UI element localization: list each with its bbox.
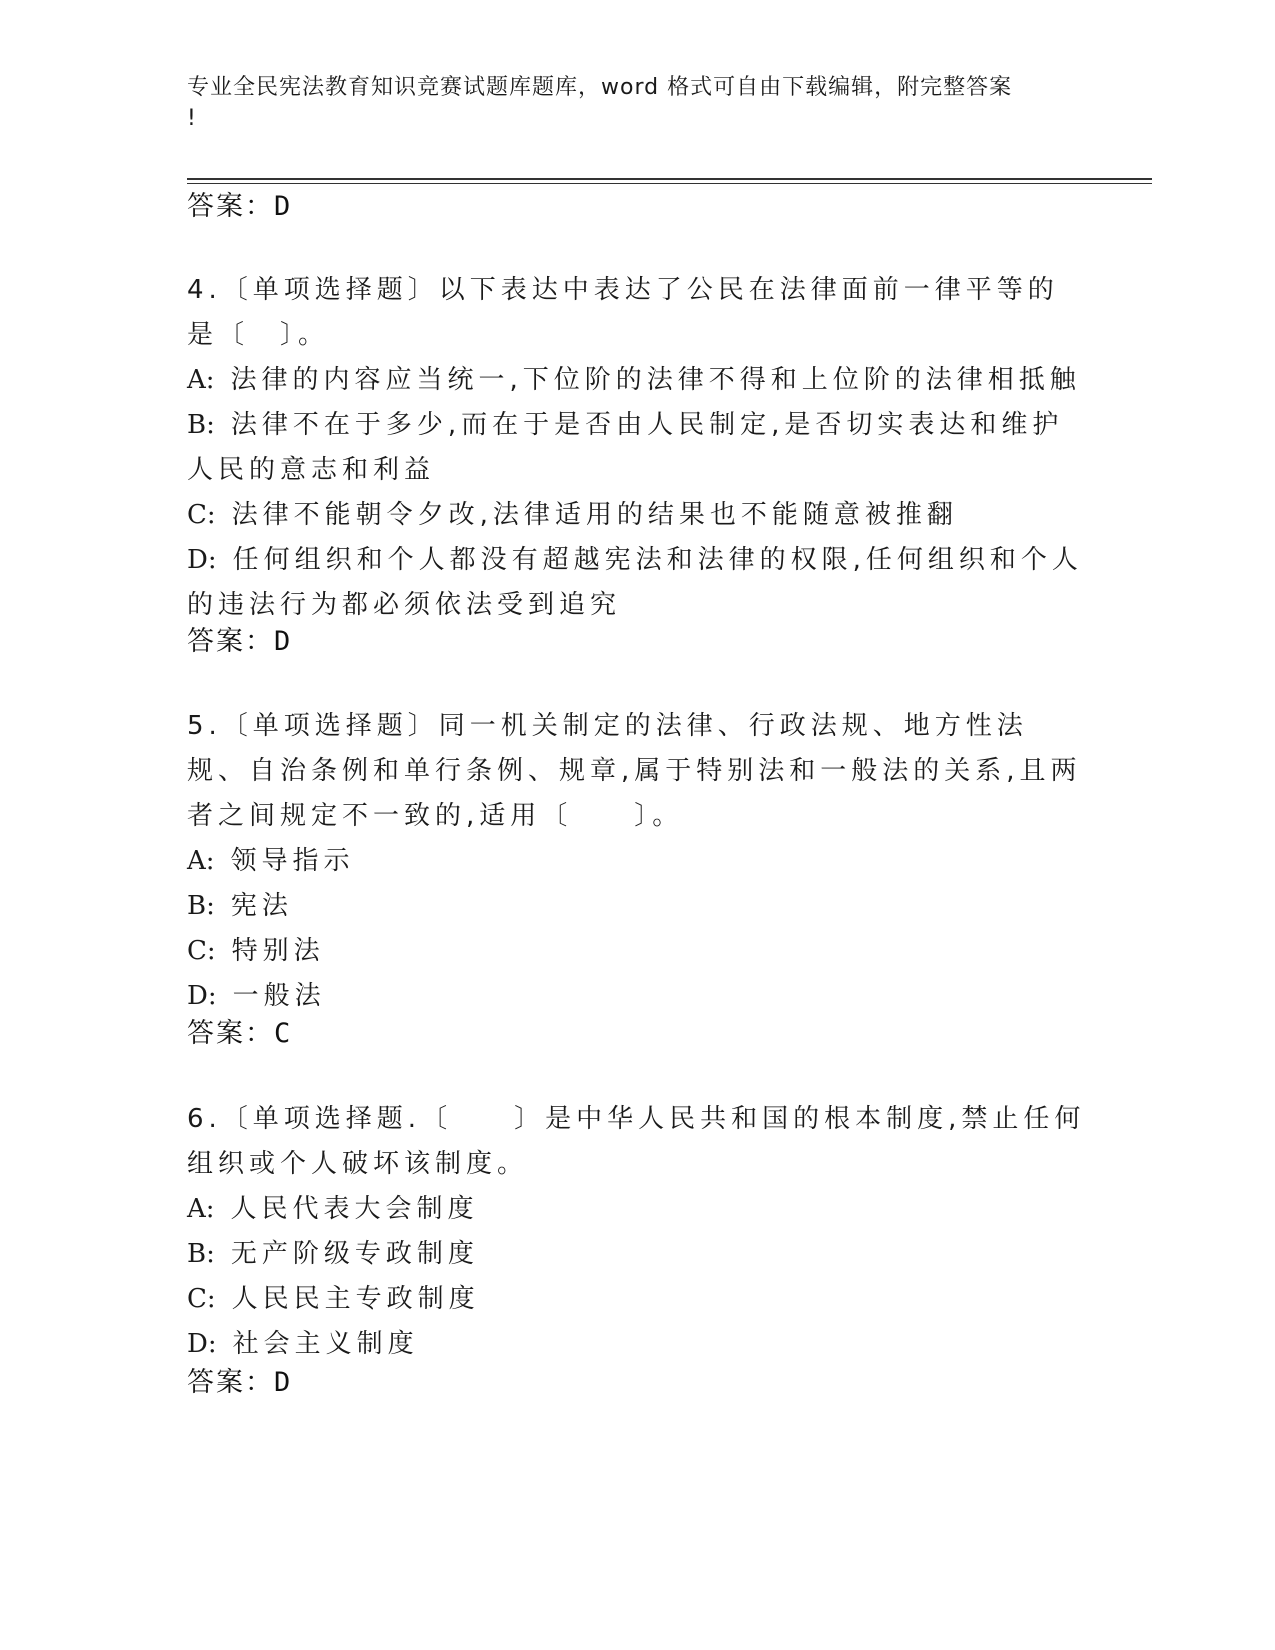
answer-line	[187, 1017, 1087, 1051]
question-text: 6.〔单项选择题.〔 〕是中华人民共和国的根本制度,禁止任何组织或个人破坏该制度。	[187, 1104, 1086, 1179]
option-text: 无产阶级专政制度	[230, 1239, 479, 1269]
header-rule-thick	[187, 178, 1152, 180]
option-d	[187, 538, 1087, 628]
option-d	[187, 1322, 1087, 1367]
option-a	[187, 839, 1087, 884]
question-text: 5.〔单项选择题〕同一机关制定的法律、行政法规、地方性法规、自治条例和单行条例、规章,属于特别法和一般法的关系,且两者之间规定不一致的,适用〔 〕。	[187, 711, 1082, 831]
option-key: B:	[187, 410, 215, 440]
answer-label: 答案：	[187, 1367, 274, 1398]
option-text: 人民代表大会制度	[230, 1194, 479, 1224]
option-text: 任何组织和个人都没有超越宪法和法律的权限,任何组织和个人的违法行为都必须依法受到追究	[187, 545, 1083, 620]
option-text: 法律不能朝令夕改,法律适用的结果也不能随意被推翻	[231, 500, 958, 530]
option-key: C:	[187, 936, 216, 966]
option-key: B:	[187, 1239, 215, 1269]
option-text: 法律的内容应当统一,下位阶的法律不得和上位阶的法律相抵触	[230, 365, 1081, 395]
option-key: A:	[187, 365, 215, 395]
option-b	[187, 1232, 1087, 1277]
option-c	[187, 1277, 1087, 1322]
answer-label: 答案：	[187, 191, 274, 222]
answer-value: D	[274, 191, 293, 222]
question-text: 4.〔单项选择题〕以下表达中表达了公民在法律面前一律平等的是〔 〕。	[187, 275, 1059, 350]
option-key: C:	[187, 1284, 216, 1314]
answer-line	[187, 1366, 1087, 1400]
answer-value: D	[274, 1367, 293, 1398]
option-b	[187, 884, 1087, 929]
header-text-continued: !	[187, 106, 197, 131]
option-text: 人民民主专政制度	[231, 1284, 480, 1314]
option-key: A:	[187, 846, 215, 876]
option-a	[187, 1187, 1087, 1232]
question-block	[187, 1097, 1087, 1367]
answer-label: 答案：	[187, 1018, 274, 1049]
option-text: 特别法	[231, 936, 325, 966]
header-text: 专业全民宪法教育知识竞赛试题库题库，word 格式可自由下载编辑，附完整答案	[187, 75, 1013, 100]
option-a	[187, 358, 1087, 403]
header-rule-thin	[187, 183, 1152, 184]
option-text: 领导指示	[230, 846, 355, 876]
option-d	[187, 974, 1087, 1019]
answer-line	[187, 190, 1087, 224]
answer-label: 答案：	[187, 626, 274, 657]
answer-line	[187, 625, 1087, 659]
option-key: A:	[187, 1194, 215, 1224]
option-c	[187, 493, 1087, 538]
option-key: D:	[187, 545, 217, 575]
page-header	[187, 72, 1067, 134]
option-c	[187, 929, 1087, 974]
option-text: 社会主义制度	[232, 1329, 419, 1359]
option-key: C:	[187, 500, 216, 530]
question-block	[187, 704, 1087, 1019]
option-key: D:	[187, 981, 217, 1011]
option-text: 一般法	[232, 981, 326, 1011]
option-b	[187, 403, 1087, 493]
option-key: D:	[187, 1329, 217, 1359]
answer-value: C	[274, 1018, 293, 1049]
option-text: 宪法	[230, 891, 293, 921]
answer-value: D	[274, 626, 293, 657]
option-text: 法律不在于多少,而在于是否由人民制定,是否切实表达和维护人民的意志和利益	[187, 410, 1064, 485]
option-key: B:	[187, 891, 215, 921]
question-block	[187, 268, 1087, 628]
